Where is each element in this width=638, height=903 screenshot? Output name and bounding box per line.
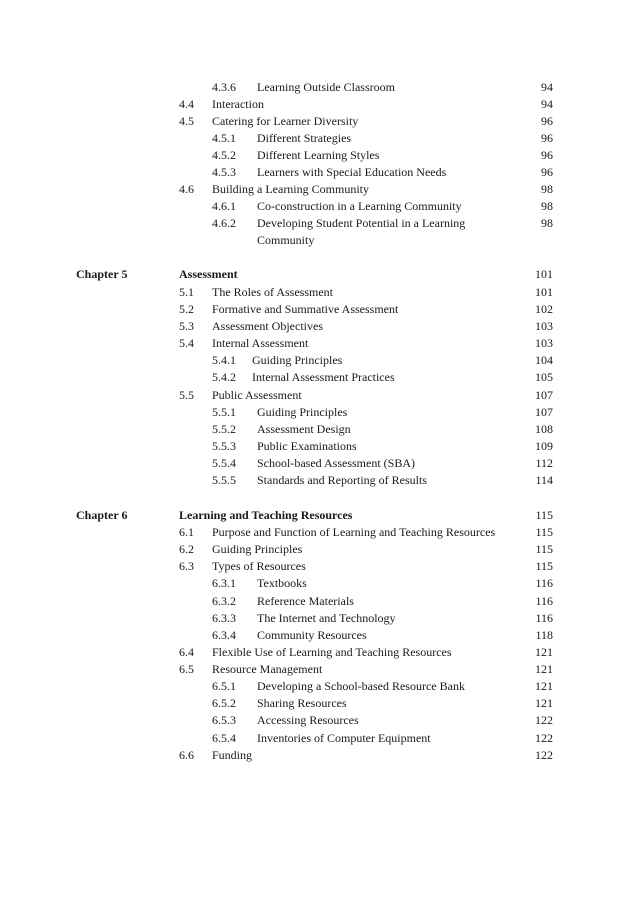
toc-entry[interactable]	[0, 113, 638, 130]
page-number: 115	[535, 508, 553, 522]
section-title: Co-construction in a Learning Community	[257, 199, 462, 213]
section-title: Inventories of Computer Equipment	[257, 731, 431, 745]
section-title: Catering for Learner Diversity	[212, 114, 359, 128]
page-number: 96	[541, 165, 553, 179]
toc-chapter-entry[interactable]	[0, 507, 638, 524]
section-title: Purpose and Function of Learning and Teaching Resources	[212, 525, 496, 539]
page-number: 121	[535, 645, 553, 659]
section-number: 4.4	[179, 97, 194, 111]
toc-entry[interactable]	[0, 575, 638, 592]
toc-entry[interactable]	[0, 215, 638, 232]
section-number: 4.5.3	[212, 165, 236, 179]
page-number: 108	[535, 422, 553, 436]
section-title: Formative and Summative Assessment	[212, 302, 399, 316]
chapter-title: Assessment	[179, 267, 238, 281]
page-number: 98	[541, 216, 553, 230]
chapter-label: Chapter 5	[76, 267, 128, 281]
section-number: 6.3.1	[212, 576, 236, 590]
page-number: 121	[535, 662, 553, 676]
section-title: Funding	[212, 748, 253, 762]
toc-entry[interactable]	[0, 198, 638, 215]
toc-entry[interactable]	[0, 387, 638, 404]
page-number: 105	[535, 370, 553, 384]
section-title: Accessing Resources	[257, 713, 359, 727]
chapter-title: Learning and Teaching Resources	[179, 508, 353, 522]
page-number: 104	[535, 353, 553, 367]
toc-entry[interactable]	[0, 369, 638, 386]
section-title: Community Resources	[257, 628, 367, 642]
page-number: 96	[541, 148, 553, 162]
section-title: Different Learning Styles	[257, 148, 380, 162]
toc-entry[interactable]	[0, 695, 638, 712]
section-number: 5.2	[179, 302, 194, 316]
section-number: 6.3.3	[212, 611, 236, 625]
page-number: 101	[535, 267, 553, 281]
toc-entry[interactable]	[0, 318, 638, 335]
page-number: 122	[535, 713, 553, 727]
toc-entry[interactable]	[0, 593, 638, 610]
page-number: 109	[535, 439, 553, 453]
page-number: 116	[535, 576, 553, 590]
section-title: The Roles of Assessment	[212, 285, 333, 299]
section-title: Public Assessment	[212, 388, 302, 402]
section-title: Standards and Reporting of Results	[257, 473, 427, 487]
page-number: 94	[541, 80, 553, 94]
section-number: 5.5.2	[212, 422, 236, 436]
page-number: 94	[541, 97, 553, 111]
section-title: Sharing Resources	[257, 696, 347, 710]
section-number: 5.5.1	[212, 405, 236, 419]
section-number: 4.5.1	[212, 131, 236, 145]
section-title: Interaction	[212, 97, 264, 111]
section-number: 4.5	[179, 114, 194, 128]
toc-entry[interactable]	[0, 404, 638, 421]
toc-entry[interactable]	[0, 678, 638, 695]
section-number: 5.4	[179, 336, 194, 350]
page-number: 103	[535, 319, 553, 333]
section-number: 5.5.4	[212, 456, 236, 470]
section-title: Guiding Principles	[257, 405, 348, 419]
page-number: 96	[541, 131, 553, 145]
section-number: 6.5.3	[212, 713, 236, 727]
section-number: 5.5	[179, 388, 194, 402]
toc-entry[interactable]	[0, 130, 638, 147]
section-title: Flexible Use of Learning and Teaching Resources	[212, 645, 452, 659]
toc-entry[interactable]	[0, 301, 638, 318]
toc-entry[interactable]	[0, 541, 638, 558]
toc-entry[interactable]	[0, 455, 638, 472]
toc-entry[interactable]	[0, 147, 638, 164]
page-number: 98	[541, 199, 553, 213]
section-number: 6.5.2	[212, 696, 236, 710]
toc-entry[interactable]	[0, 524, 638, 541]
toc-entry[interactable]	[0, 438, 638, 455]
page-number: 98	[541, 182, 553, 196]
section-number: 5.5.5	[212, 473, 236, 487]
page-number: 114	[535, 473, 553, 487]
page-number: 101	[535, 285, 553, 299]
section-number: 6.3.2	[212, 594, 236, 608]
page-number: 107	[535, 405, 553, 419]
section-title-continuation: Community	[257, 233, 315, 247]
section-title: Internal Assessment	[212, 336, 309, 350]
section-number: 6.2	[179, 542, 194, 556]
section-title: Developing a School-based Resource Bank	[257, 679, 465, 693]
toc-entry[interactable]	[0, 335, 638, 352]
toc-entry[interactable]	[0, 181, 638, 198]
section-title: Internal Assessment Practices	[252, 370, 395, 384]
section-title: Assessment Design	[257, 422, 351, 436]
section-number: 4.6.1	[212, 199, 236, 213]
section-title: The Internet and Technology	[257, 611, 396, 625]
toc-entry[interactable]	[0, 747, 638, 764]
page-number: 107	[535, 388, 553, 402]
section-title: Learners with Special Education Needs	[257, 165, 447, 179]
section-number: 6.5.1	[212, 679, 236, 693]
section-number: 6.3	[179, 559, 194, 573]
toc-entry[interactable]	[0, 472, 638, 489]
section-number: 4.6.2	[212, 216, 236, 230]
section-number: 5.4.1	[212, 353, 236, 367]
section-number: 5.1	[179, 285, 194, 299]
page-number: 115	[535, 559, 553, 573]
page-number: 122	[535, 748, 553, 762]
page-number: 118	[535, 628, 553, 642]
section-title: Resource Management	[212, 662, 323, 676]
toc-entry-continuation	[0, 232, 638, 249]
page-number: 121	[535, 679, 553, 693]
toc-entry[interactable]	[0, 284, 638, 301]
section-number: 4.6	[179, 182, 194, 196]
page-number: 102	[535, 302, 553, 316]
toc-entry[interactable]	[0, 352, 638, 369]
section-title: Different Strategies	[257, 131, 352, 145]
section-number: 6.3.4	[212, 628, 236, 642]
section-title: Types of Resources	[212, 559, 306, 573]
section-title: Learning Outside Classroom	[257, 80, 395, 94]
section-title: Guiding Principles	[212, 542, 303, 556]
section-title: Textbooks	[257, 576, 307, 590]
section-title: Building a Learning Community	[212, 182, 369, 196]
toc-entry[interactable]	[0, 558, 638, 575]
page-number: 116	[535, 611, 553, 625]
section-number: 6.5	[179, 662, 194, 676]
section-number: 6.1	[179, 525, 194, 539]
page-number: 122	[535, 731, 553, 745]
toc-entry[interactable]	[0, 627, 638, 644]
section-title: Developing Student Potential in a Learning	[257, 216, 466, 230]
page-number: 96	[541, 114, 553, 128]
section-title: Guiding Principles	[252, 353, 343, 367]
chapter-label: Chapter 6	[76, 508, 128, 522]
page-number: 121	[535, 696, 553, 710]
page-number: 116	[535, 594, 553, 608]
section-number: 4.5.2	[212, 148, 236, 162]
section-title: Public Examinations	[257, 439, 357, 453]
toc-entry[interactable]	[0, 661, 638, 678]
section-number: 5.5.3	[212, 439, 236, 453]
page-number: 115	[535, 542, 553, 556]
toc-entry[interactable]	[0, 164, 638, 181]
toc-entry[interactable]	[0, 96, 638, 113]
section-title: Reference Materials	[257, 594, 354, 608]
page-number: 115	[535, 525, 553, 539]
section-title: School-based Assessment (SBA)	[257, 456, 415, 470]
page-number: 112	[535, 456, 553, 470]
section-number: 5.4.2	[212, 370, 236, 384]
section-number: 4.3.6	[212, 80, 236, 94]
toc-entry[interactable]	[0, 712, 638, 729]
toc-entry[interactable]	[0, 421, 638, 438]
section-number: 6.4	[179, 645, 194, 659]
toc-entry[interactable]	[0, 730, 638, 747]
toc-entry[interactable]	[0, 644, 638, 661]
section-number: 5.3	[179, 319, 194, 333]
toc-chapter-entry[interactable]	[0, 266, 638, 283]
section-number: 6.5.4	[212, 731, 236, 745]
toc-entry[interactable]	[0, 79, 638, 96]
section-title: Assessment Objectives	[212, 319, 323, 333]
toc-entry[interactable]	[0, 610, 638, 627]
section-number: 6.6	[179, 748, 194, 762]
page-number: 103	[535, 336, 553, 350]
